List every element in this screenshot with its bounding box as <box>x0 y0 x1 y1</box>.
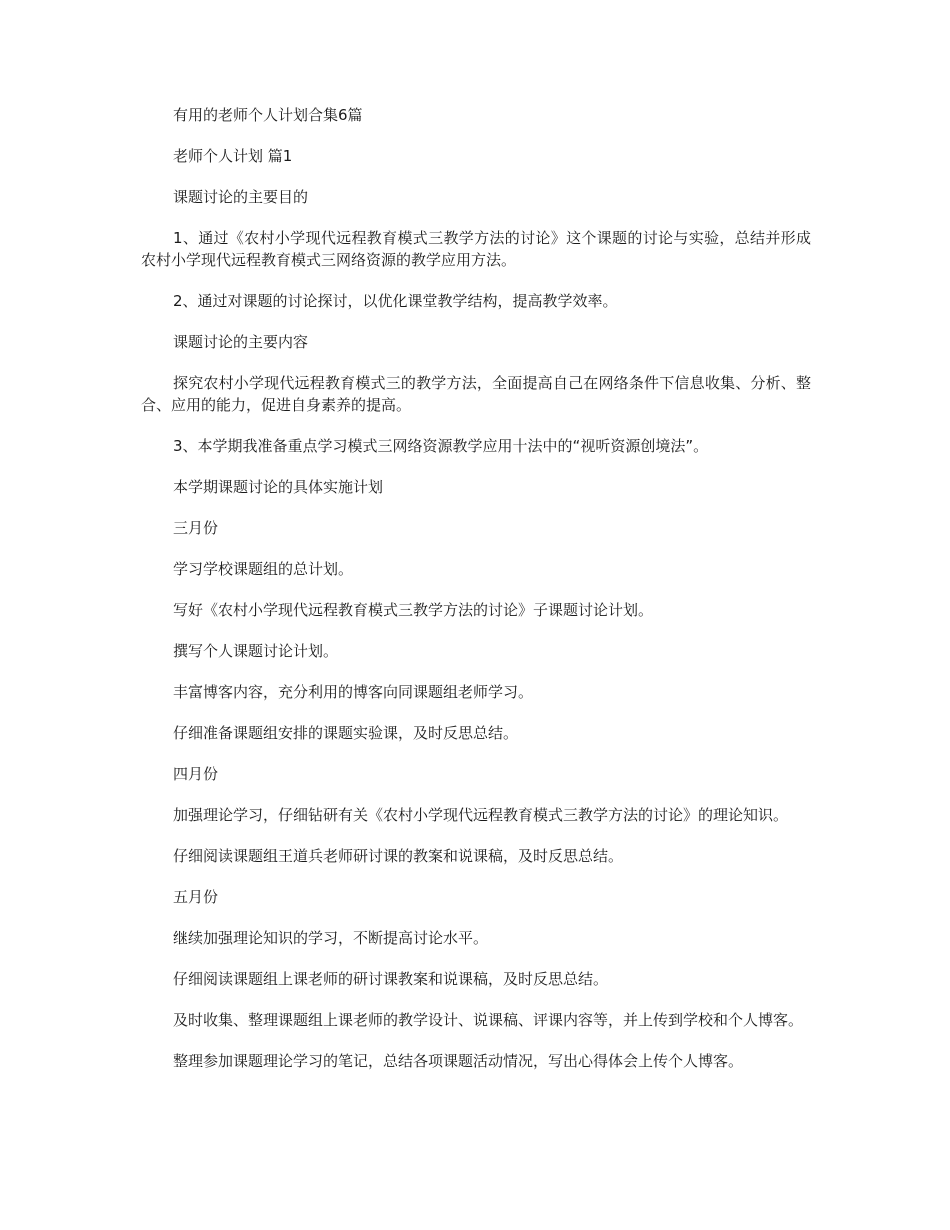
paragraph: 2、通过对课题的讨论探讨，以优化课堂教学结构，提高教学效率。 <box>173 292 618 310</box>
document-page <box>141 104 811 1091</box>
subheading: 课题讨论的主要内容 <box>173 333 309 351</box>
paragraph: 1、通过《农村小学现代远程教育模式三教学方法的讨论》这个课题的讨论与实验，总结并形成农村小学现代远程教育模式三网络资源的教学应用方法。 <box>141 229 811 269</box>
paragraph: 3、本学期我准备重点学习模式三网络资源教学应用十法中的“视听资源创境法”。 <box>173 437 709 455</box>
paragraph: 仔细准备课题组安排的课题实验课，及时反思总结。 <box>173 724 519 742</box>
month-heading: 五月份 <box>173 888 219 906</box>
paragraph: 继续加强理论知识的学习，不断提高讨论水平。 <box>173 929 489 947</box>
paragraph: 及时收集、整理课题组上课老师的教学设计、说课稿、评课内容等，并上传到学校和个人博客。 <box>173 1011 804 1029</box>
paragraph: 写好《农村小学现代远程教育模式三教学方法的讨论》子课题讨论计划。 <box>173 601 654 619</box>
paragraph: 撰写个人课题讨论计划。 <box>173 642 339 660</box>
paragraph: 丰富博客内容，充分利用的博客向同课题组老师学习。 <box>173 683 534 701</box>
subheading: 本学期课题讨论的具体实施计划 <box>173 478 384 496</box>
subheading: 课题讨论的主要目的 <box>173 188 309 206</box>
paragraph: 探究农村小学现代远程教育模式三的教学方法，全面提高自己在网络条件下信息收集、分析、整合、应用的能力，促进自身素养的提高。 <box>141 374 811 414</box>
document-title: 有用的老师个人计划合集6篇 <box>173 106 363 124</box>
paragraph: 学习学校课题组的总计划。 <box>173 560 354 578</box>
paragraph: 仔细阅读课题组王道兵老师研讨课的教案和说课稿，及时反思总结。 <box>173 847 624 865</box>
paragraph: 仔细阅读课题组上课老师的研讨课教案和说课稿，及时反思总结。 <box>173 970 609 988</box>
paragraph: 加强理论学习，仔细钻研有关《农村小学现代远程教育模式三教学方法的讨论》的理论知识。 <box>173 806 789 824</box>
section-heading: 老师个人计划 篇1 <box>173 147 293 165</box>
month-heading: 四月份 <box>173 765 219 783</box>
paragraph: 整理参加课题理论学习的笔记，总结各项课题活动情况，写出心得体会上传个人博客。 <box>173 1052 744 1070</box>
month-heading: 三月份 <box>173 519 219 537</box>
